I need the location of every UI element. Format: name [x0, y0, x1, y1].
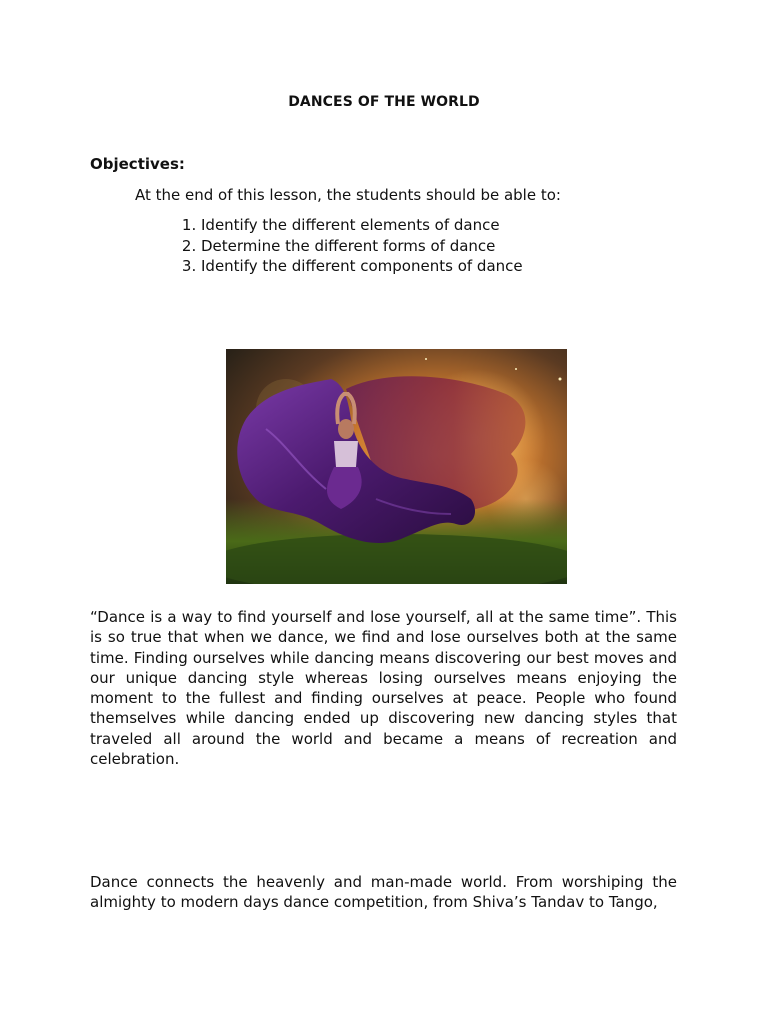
objective-item: 2. Determine the different forms of dance	[201, 236, 523, 257]
objectives-heading: Objectives:	[90, 155, 185, 173]
objective-item: 1. Identify the different elements of dance	[201, 215, 523, 236]
objectives-list	[163, 215, 523, 277]
objectives-intro: At the end of this lesson, the students should be able to:	[135, 186, 561, 204]
dancer-photo	[226, 349, 567, 584]
objective-item: 3. Identify the different components of dance	[201, 256, 523, 277]
document-title: DANCES OF THE WORLD	[288, 94, 480, 110]
body-paragraph: “Dance is a way to find yourself and lose yourself, all at the same time”. This is so true that when we dance, we find and lose ourselves both at the same time. Finding ourselves while dancing means discovering our best moves and our unique dancing style whereas losing ourselves means enjoying the moment to the fullest and finding ourselves at peace. People who found themselves while dancing ended up discovering new dancing styles that traveled all around the world and became a means of recreation and celebration.	[90, 608, 677, 769]
body-paragraph: Dance connects the heavenly and man-made world. From worshiping the almighty to modern days dance competition, from Shiva’s Tandav to Tango,	[90, 873, 677, 912]
